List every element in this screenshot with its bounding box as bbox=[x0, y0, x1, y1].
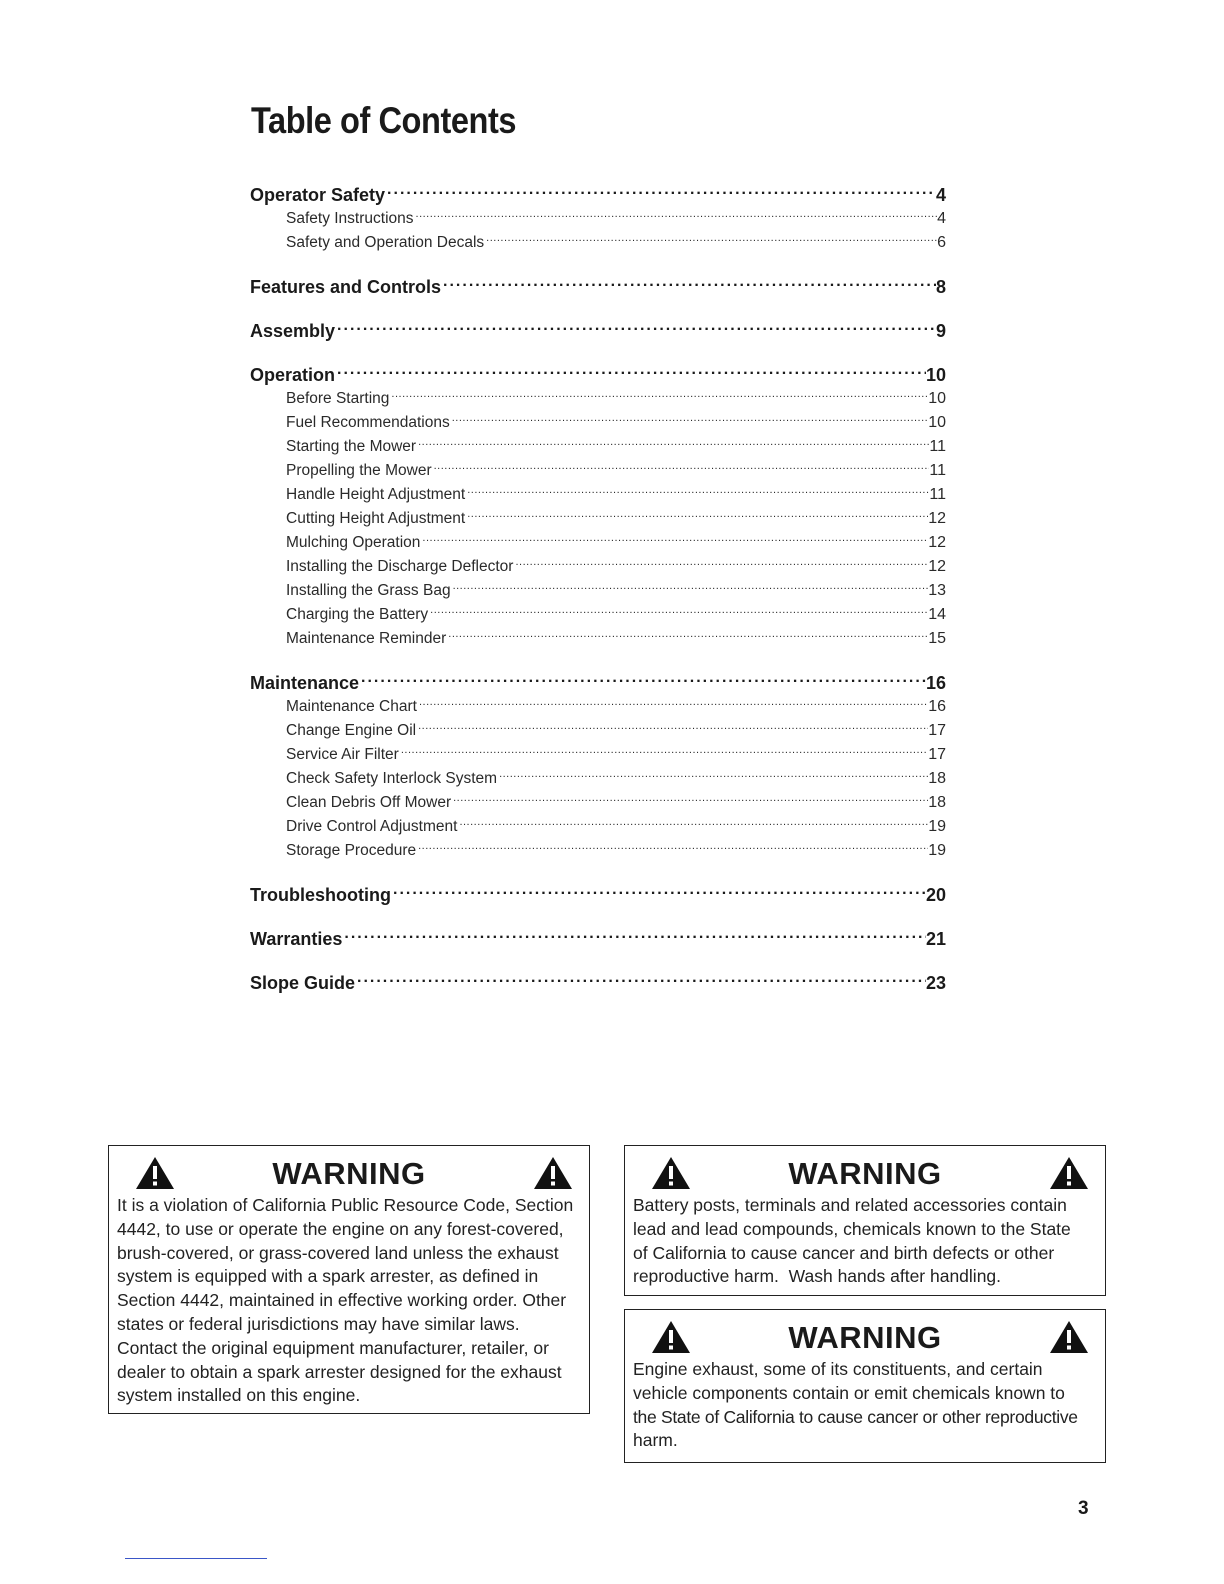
warning-box-spark-arrester bbox=[108, 1145, 590, 1414]
toc-subentry-label: Installing the Grass Bag bbox=[286, 581, 451, 599]
dot-leader bbox=[432, 459, 930, 475]
toc-section bbox=[250, 275, 946, 299]
warning-header bbox=[633, 1318, 1097, 1358]
toc-subentry-label: Starting the Mower bbox=[286, 437, 417, 455]
warning-title: WARNING bbox=[788, 1156, 942, 1191]
toc-entry-label: Features and Controls bbox=[250, 277, 442, 297]
toc-subentry-label: Propelling the Mower bbox=[286, 461, 432, 479]
dot-leader bbox=[391, 883, 926, 901]
warning-line: vehicle components contain or emit chemicals known to bbox=[633, 1382, 1065, 1403]
dot-leader bbox=[497, 767, 928, 783]
toc-section bbox=[250, 671, 946, 863]
page-number: 3 bbox=[1078, 1498, 1089, 1519]
dot-leader bbox=[416, 435, 929, 451]
toc-entry-page: 23 bbox=[925, 973, 946, 993]
toc-subentry-page: 17 bbox=[928, 721, 946, 739]
dot-leader bbox=[335, 319, 936, 337]
toc-subentry[interactable] bbox=[250, 695, 946, 719]
warning-text bbox=[633, 1358, 1097, 1453]
toc-subentry-page: 18 bbox=[928, 793, 946, 811]
warning-triangle-icon bbox=[1049, 1320, 1089, 1354]
toc-subentry-page: 17 bbox=[928, 745, 946, 763]
toc-subentry-page: 12 bbox=[928, 509, 946, 527]
toc-subentry-label: Mulching Operation bbox=[286, 533, 421, 551]
warning-header bbox=[117, 1154, 581, 1194]
dot-leader bbox=[450, 411, 929, 427]
toc-subentry[interactable] bbox=[250, 555, 946, 579]
dot-leader bbox=[414, 207, 938, 223]
warning-line: reproductive harm. Wash hands after handling. bbox=[633, 1266, 1002, 1287]
toc-subentry-page: 6 bbox=[937, 233, 946, 251]
toc-subentry-page: 11 bbox=[929, 437, 946, 455]
warning-title: WARNING bbox=[272, 1156, 426, 1191]
toc-subentry-page: 10 bbox=[928, 413, 946, 431]
toc-entry-page: 21 bbox=[925, 929, 946, 949]
toc-subentry[interactable] bbox=[250, 579, 946, 603]
dot-leader bbox=[355, 971, 926, 989]
warning-line: Battery posts, terminals and related accessories contain bbox=[633, 1195, 1067, 1215]
toc-subentry[interactable] bbox=[250, 719, 946, 743]
toc-subentry-page: 10 bbox=[928, 389, 946, 407]
toc-entry-page: 4 bbox=[935, 185, 946, 205]
toc-subentry-page: 11 bbox=[929, 461, 946, 479]
toc-subentry-label: Storage Procedure bbox=[286, 841, 417, 859]
toc-section bbox=[250, 319, 946, 343]
toc-subentry-page: 18 bbox=[928, 769, 946, 787]
warning-text bbox=[633, 1194, 1097, 1289]
dot-leader bbox=[428, 603, 928, 619]
toc-subentry[interactable] bbox=[250, 459, 946, 483]
toc-subentry-label: Service Air Filter bbox=[286, 745, 399, 763]
toc-entry-page: 8 bbox=[935, 277, 946, 297]
toc-subentry-page: 16 bbox=[928, 697, 946, 715]
warning-line: Engine exhaust, some of its constituents, and certain bbox=[633, 1359, 1043, 1379]
dot-leader bbox=[513, 555, 928, 571]
toc-subentry-page: 19 bbox=[928, 841, 946, 859]
warning-title: WARNING bbox=[788, 1320, 942, 1355]
toc-entry-page: 16 bbox=[925, 673, 946, 693]
toc-subentry[interactable] bbox=[250, 627, 946, 651]
toc-subentry[interactable] bbox=[250, 839, 946, 863]
toc-subentry[interactable] bbox=[250, 483, 946, 507]
toc-subentry[interactable] bbox=[250, 791, 946, 815]
toc-section bbox=[250, 927, 946, 951]
toc-entry-label: Troubleshooting bbox=[250, 885, 391, 905]
dot-leader bbox=[451, 579, 929, 595]
warning-line: system installed on this engine. bbox=[117, 1385, 361, 1406]
dot-leader bbox=[416, 839, 928, 855]
toc-entry-label: Maintenance bbox=[250, 673, 360, 693]
toc-subentry[interactable] bbox=[250, 435, 946, 459]
page-title: Table of Contents bbox=[251, 100, 517, 141]
dot-leader bbox=[441, 275, 936, 293]
warning-triangle-icon bbox=[1049, 1156, 1089, 1190]
toc-subentry[interactable] bbox=[250, 603, 946, 627]
toc-subentry[interactable] bbox=[250, 767, 946, 791]
toc-subentry-page: 14 bbox=[928, 605, 946, 623]
dot-leader bbox=[465, 483, 929, 499]
dot-leader bbox=[465, 507, 928, 523]
toc-entry-label: Assembly bbox=[250, 321, 336, 341]
toc-entry[interactable] bbox=[250, 927, 946, 951]
warning-box-engine-exhaust bbox=[624, 1309, 1106, 1463]
toc-subentry-label: Change Engine Oil bbox=[286, 721, 417, 739]
toc-entry[interactable] bbox=[250, 319, 946, 343]
warning-text bbox=[117, 1194, 581, 1408]
dot-leader bbox=[451, 791, 928, 807]
toc-entry-label: Slope Guide bbox=[250, 973, 356, 993]
toc-subentry[interactable] bbox=[250, 411, 946, 435]
warning-line: Section 4442, maintained in effective working order. Other bbox=[117, 1290, 567, 1311]
toc-subentry-label: Installing the Discharge Deflector bbox=[286, 557, 514, 575]
toc-subentry-page: 13 bbox=[928, 581, 946, 599]
dot-leader bbox=[420, 531, 928, 547]
warning-line: system is equipped with a spark arrester, as defined in bbox=[117, 1266, 539, 1287]
toc-entry-page: 20 bbox=[925, 885, 946, 905]
toc-subentries bbox=[250, 695, 946, 863]
dot-leader bbox=[417, 695, 928, 711]
dot-leader bbox=[457, 815, 928, 831]
toc-subentries bbox=[250, 207, 946, 255]
dot-leader bbox=[359, 671, 926, 689]
toc-subentry-page: 15 bbox=[928, 629, 946, 647]
toc-entry[interactable] bbox=[250, 275, 946, 299]
warning-line: dealer to obtain a spark arrester designed for the exhaust bbox=[117, 1361, 562, 1382]
toc-subentry[interactable] bbox=[250, 815, 946, 839]
toc-subentry-label: Before Starting bbox=[286, 389, 390, 407]
dot-leader bbox=[446, 627, 928, 643]
warning-line: of California to cause cancer and birth defects or other bbox=[633, 1242, 1055, 1263]
toc-entry[interactable] bbox=[250, 971, 946, 995]
toc-subentry-label: Check Safety Interlock System bbox=[286, 769, 498, 787]
toc-subentry-label: Handle Height Adjustment bbox=[286, 485, 466, 503]
toc-entry[interactable] bbox=[250, 883, 946, 907]
warning-triangle-icon bbox=[533, 1156, 573, 1190]
toc-subentry-page: 12 bbox=[928, 557, 946, 575]
toc-subentry[interactable] bbox=[250, 507, 946, 531]
toc-subentry-label: Fuel Recommendations bbox=[286, 413, 450, 431]
toc-entry-label: Warranties bbox=[250, 929, 343, 949]
toc-entry-label: Operator Safety bbox=[250, 185, 386, 205]
toc-subentry-page: 12 bbox=[928, 533, 946, 551]
toc-subentry[interactable] bbox=[250, 531, 946, 555]
toc-subentry-page: 4 bbox=[937, 209, 946, 227]
warning-box-battery bbox=[624, 1145, 1106, 1296]
dot-leader bbox=[416, 719, 928, 735]
dot-leader bbox=[335, 363, 926, 381]
table-of-contents bbox=[250, 183, 946, 1015]
toc-entry-page: 9 bbox=[935, 321, 946, 341]
warning-line: It is a violation of California Public Resource Code, Section bbox=[117, 1195, 574, 1215]
toc-subentry-label: Maintenance Chart bbox=[286, 697, 417, 715]
toc-entry-label: Operation bbox=[250, 365, 336, 385]
toc-subentry-label: Charging the Battery bbox=[286, 605, 429, 623]
warning-line: states or federal jurisdictions may have similar laws. bbox=[117, 1313, 520, 1334]
warning-line: Contact the original equipment manufacturer, retailer, or bbox=[117, 1337, 549, 1358]
toc-subentry[interactable] bbox=[250, 743, 946, 767]
toc-entry[interactable] bbox=[250, 183, 946, 207]
toc-section bbox=[250, 183, 946, 255]
warning-line: lead and lead compounds, chemicals known to the State bbox=[633, 1218, 1071, 1239]
dot-leader bbox=[389, 387, 928, 403]
toc-subentries bbox=[250, 387, 946, 651]
dot-leader bbox=[399, 743, 928, 759]
toc-subentry-label: Drive Control Adjustment bbox=[286, 817, 458, 835]
toc-subentry[interactable] bbox=[250, 231, 946, 255]
warning-line: brush-covered, or grass-covered land unless the exhaust bbox=[117, 1242, 559, 1263]
dot-leader bbox=[342, 927, 926, 945]
warning-line: 4442, to use or operate the engine on any forest-covered, bbox=[117, 1218, 564, 1239]
dot-leader bbox=[484, 231, 937, 247]
toc-subentry-label: Clean Debris Off Mower bbox=[286, 793, 452, 811]
warning-header bbox=[633, 1154, 1097, 1194]
toc-subentry-page: 19 bbox=[928, 817, 946, 835]
toc-subentry-label: Cutting Height Adjustment bbox=[286, 509, 466, 527]
warning-line: harm. bbox=[633, 1430, 678, 1451]
toc-subentry-page: 11 bbox=[929, 485, 946, 503]
toc-entry[interactable] bbox=[250, 363, 946, 387]
warning-line: the State of California to cause cancer or other reproductive bbox=[633, 1406, 1078, 1427]
link-underline bbox=[125, 1558, 267, 1559]
toc-entry-page: 10 bbox=[925, 365, 946, 385]
toc-subentry[interactable] bbox=[250, 387, 946, 411]
dot-leader bbox=[385, 183, 936, 201]
toc-section bbox=[250, 971, 946, 995]
toc-section bbox=[250, 883, 946, 907]
toc-subentry-label: Safety Instructions bbox=[286, 209, 414, 227]
toc-subentry[interactable] bbox=[250, 207, 946, 231]
toc-subentry-label: Safety and Operation Decals bbox=[286, 233, 485, 251]
toc-section bbox=[250, 363, 946, 651]
toc-entry[interactable] bbox=[250, 671, 946, 695]
toc-subentry-label: Maintenance Reminder bbox=[286, 629, 447, 647]
